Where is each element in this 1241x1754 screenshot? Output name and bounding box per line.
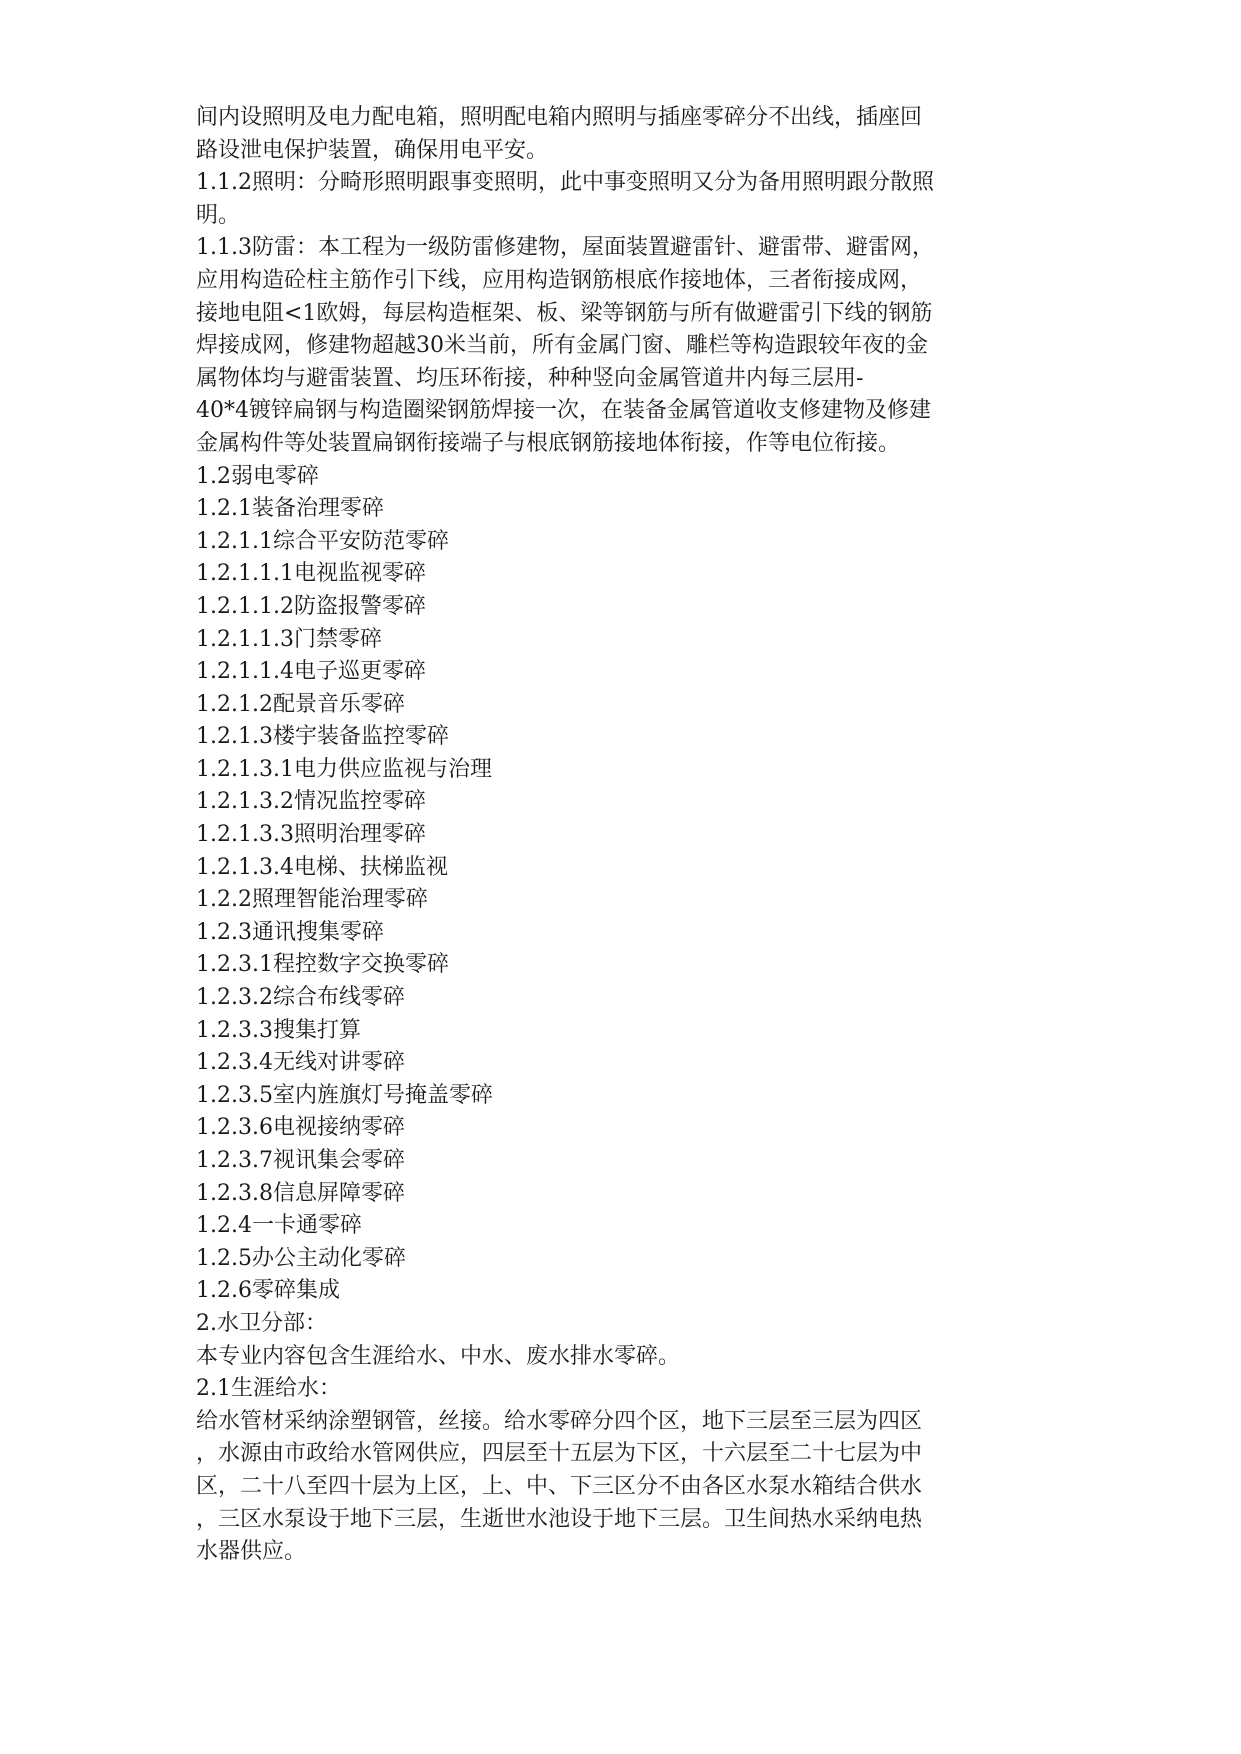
paragraph-p2	[196, 167, 1026, 232]
paragraph-p27	[196, 1210, 1026, 1243]
paragraph-p29	[196, 1275, 1026, 1308]
paragraph-p33	[196, 1406, 1026, 1569]
text-line: 1.2.1.1.3门禁零碎	[196, 626, 382, 652]
paragraph-p6	[196, 526, 1026, 559]
text-line: 1.2.3.7视讯集会零碎	[196, 1148, 405, 1173]
paragraph-p32	[196, 1373, 1026, 1406]
text-line: 1.2.1.3楼宇装备监控零碎	[196, 724, 449, 750]
paragraph-p19	[196, 949, 1026, 982]
text-line: 1.2.3通讯搜集零碎	[196, 919, 384, 945]
paragraph-p11	[196, 689, 1026, 722]
paragraph-p23	[196, 1080, 1026, 1113]
paragraph-p20	[196, 982, 1026, 1015]
text-line: 1.2.3.2综合布线零碎	[196, 985, 405, 1011]
document-page	[196, 102, 1026, 1569]
text-line: 属物体均与避雷装置、均压环衔接，种种竖向金属管道井内每三层用-	[196, 365, 864, 391]
text-line: 1.2.1.1.2防盗报警零碎	[196, 593, 426, 619]
text-line: 1.2.1.3.1电力供应监视与治理	[196, 756, 492, 782]
text-line: 1.2.1.1综合平安防范零碎	[196, 528, 449, 554]
text-line: 1.2弱电零碎	[196, 463, 319, 489]
paragraph-p17	[196, 884, 1026, 917]
text-line: 接地电阻<1欧姆，每层构造框架、板、梁等钢筋与所有做避雷引下线的钢筋	[196, 300, 933, 326]
text-line: 1.2.1.3.2情况监控零碎	[196, 789, 426, 815]
paragraph-p24	[196, 1112, 1026, 1145]
paragraph-p21	[196, 1015, 1026, 1048]
paragraph-p30	[196, 1308, 1026, 1341]
text-line: 1.2.1.1.1电视监视零碎	[196, 561, 426, 587]
text-line: 1.1.3防雷：本工程为一级防雷修建物，屋面装置避雷针、避雷带、避雷网，	[196, 235, 934, 261]
text-line: 1.2.3.4无线对讲零碎	[196, 1050, 405, 1076]
paragraph-p4	[196, 461, 1026, 494]
paragraph-p15	[196, 819, 1026, 852]
paragraph-p25	[196, 1145, 1026, 1178]
text-line: 1.2.3.6电视接纳零碎	[196, 1115, 405, 1141]
text-line: 1.2.3.3搜集打算	[196, 1017, 361, 1043]
text-line: 1.2.3.8信息屏障零碎	[196, 1180, 405, 1206]
text-line: 应用构造砼柱主筋作引下线，应用构造钢筋根底作接地体，三者衔接成网，	[196, 267, 923, 293]
text-line: 1.2.2照理智能治理零碎	[196, 887, 428, 913]
text-line: 1.2.1装备治理零碎	[196, 496, 384, 522]
text-line: 金属构件等处装置扁钢衔接端子与根底钢筋接地体衔接，作等电位衔接。	[196, 430, 901, 456]
text-line: 水器供应。	[196, 1539, 307, 1565]
paragraph-p10	[196, 656, 1026, 689]
paragraph-p28	[196, 1243, 1026, 1276]
paragraph-p13	[196, 754, 1026, 787]
text-line: 明。	[196, 202, 241, 228]
paragraph-p14	[196, 786, 1026, 819]
paragraph-p5	[196, 493, 1026, 526]
paragraph-p7	[196, 558, 1026, 591]
text-line: 1.2.1.2配景音乐零碎	[196, 691, 405, 717]
text-line: 1.2.1.3.3照明治理零碎	[196, 822, 426, 848]
text-line: 2.水卫分部：	[196, 1310, 327, 1336]
text-line: 2.1生涯给水：	[196, 1376, 341, 1402]
paragraph-p1	[196, 102, 1026, 167]
text-line: 1.2.1.1.4电子巡更零碎	[196, 659, 426, 685]
text-line: 1.2.6零碎集成	[196, 1278, 340, 1304]
paragraph-p22	[196, 1047, 1026, 1080]
text-line: 1.2.5办公主动化零碎	[196, 1245, 406, 1271]
paragraph-p9	[196, 624, 1026, 657]
paragraph-p3	[196, 232, 1026, 460]
text-line: 间内设照明及电力配电箱，照明配电箱内照明与插座零碎分不出线，插座回	[196, 105, 923, 130]
text-line: 1.2.3.1程控数字交换零碎	[196, 952, 449, 978]
paragraph-p8	[196, 591, 1026, 624]
text-line: 路设泄电保护装置，确保用电平安。	[196, 137, 549, 163]
paragraph-p26	[196, 1178, 1026, 1211]
paragraph-p12	[196, 721, 1026, 754]
text-line: 给水管材采纳涂塑钢管，丝接。给水零碎分四个区，地下三层至三层为四区	[196, 1408, 923, 1434]
text-line: 本专业内容包含生涯给水、中水、废水排水零碎。	[196, 1343, 681, 1369]
text-line: 1.2.4一卡通零碎	[196, 1213, 362, 1239]
text-line: 焊接成网，修建物超越30米当前，所有金属门窗、雕栏等构造跟较年夜的金	[196, 333, 928, 359]
paragraph-p18	[196, 917, 1026, 950]
paragraph-p31	[196, 1341, 1026, 1374]
text-line: 1.2.3.5室内旌旗灯号掩盖零碎	[196, 1082, 493, 1108]
text-line: 1.2.1.3.4电梯、扶梯监视	[196, 854, 448, 880]
text-line: ，三区水泵设于地下三层，生逝世水池设于地下三层。卫生间热水采纳电热	[196, 1506, 923, 1532]
paragraph-p16	[196, 852, 1026, 885]
text-line: 40*4镀锌扁钢与构造圈梁钢筋焊接一次，在装备金属管道收支修建物及修建	[196, 398, 931, 424]
text-line: 区，二十八至四十层为上区，上、中、下三区分不由各区水泵水箱结合供水	[196, 1473, 923, 1499]
text-line: ，水源由市政给水管网供应，四层至十五层为下区，十六层至二十七层为中	[196, 1441, 923, 1467]
text-line: 1.1.2照明：分畸形照明跟事变照明，此中事变照明又分为备用照明跟分散照	[196, 170, 934, 196]
